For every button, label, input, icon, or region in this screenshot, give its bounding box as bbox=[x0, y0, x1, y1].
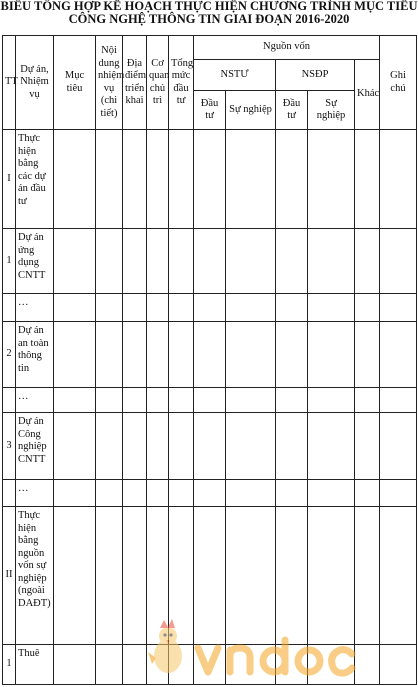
header-dia-diem: Địa điểm triển khai bbox=[123, 36, 147, 130]
header-tt: TT bbox=[3, 36, 16, 130]
row-label: Dự án an toàn thông tin bbox=[16, 322, 54, 388]
row-label: … bbox=[16, 388, 54, 413]
table-row bbox=[3, 388, 417, 413]
row-tt bbox=[3, 388, 16, 413]
table-row bbox=[3, 413, 417, 480]
row-label: … bbox=[16, 294, 54, 322]
plan-table bbox=[2, 35, 417, 685]
header-nstu-su-nghiep: Sự nghiệp bbox=[226, 91, 276, 130]
header-noi-dung: Nội dung nhiệm vụ (chi tiết) bbox=[96, 36, 123, 130]
table-row bbox=[3, 130, 417, 229]
header-nsdp-su-nghiep: Sự nghiệp bbox=[308, 91, 355, 130]
header-nsdp: NSĐP bbox=[276, 60, 355, 91]
table-row bbox=[3, 480, 417, 507]
header-nguon-von: Nguồn vốn bbox=[194, 36, 380, 60]
row-label: Dự án Công nghiệp CNTT bbox=[16, 413, 54, 480]
header-ghi-chu: Ghi chú bbox=[380, 36, 417, 130]
row-tt: 1 bbox=[3, 229, 16, 294]
row-label: Thực hiện bằng nguồn vốn sự nghiệp (ngoài DAĐT) bbox=[16, 507, 54, 645]
row-tt: 1 bbox=[3, 645, 16, 685]
header-nstu: NSTƯ bbox=[194, 60, 276, 91]
header-nstu-dau-tu: Đầu tư bbox=[194, 91, 226, 130]
row-tt bbox=[3, 294, 16, 322]
document-title bbox=[0, 0, 418, 26]
table-row bbox=[3, 322, 417, 388]
table-row bbox=[3, 229, 417, 294]
row-tt: 2 bbox=[3, 322, 16, 388]
vndoc-logo-icon bbox=[146, 618, 376, 682]
header-nsdp-dau-tu: Đầu tư bbox=[276, 91, 308, 130]
row-label: Thực hiện bằng các dự án đầu tư bbox=[16, 130, 54, 229]
header-tong-muc: Tổng mức đầu tư bbox=[169, 36, 194, 130]
title-line-1: BIỂU TỔNG HỢP KẾ HOẠCH THỰC HIỆN CHƯƠNG TRÌNH MỤC TIÊU bbox=[0, 0, 418, 13]
vndoc-watermark bbox=[146, 618, 376, 682]
header-khac: Khác bbox=[355, 60, 380, 130]
row-tt: 3 bbox=[3, 413, 16, 480]
table-row bbox=[3, 294, 417, 322]
header-muc-tieu: Mục tiêu bbox=[54, 36, 96, 130]
row-label: Dự án ứng dụng CNTT bbox=[16, 229, 54, 294]
row-tt: II bbox=[3, 507, 16, 645]
row-label: Thuê bbox=[16, 645, 54, 685]
row-tt bbox=[3, 480, 16, 507]
row-tt: I bbox=[3, 130, 16, 229]
title-line-2: CÔNG NGHỆ THÔNG TIN GIAI ĐOẠN 2016-2020 bbox=[68, 12, 350, 26]
header-co-quan: Cơ quan chủ trì bbox=[147, 36, 169, 130]
row-label: … bbox=[16, 480, 54, 507]
header-du-an: Dự án, Nhiệm vụ bbox=[16, 36, 54, 130]
